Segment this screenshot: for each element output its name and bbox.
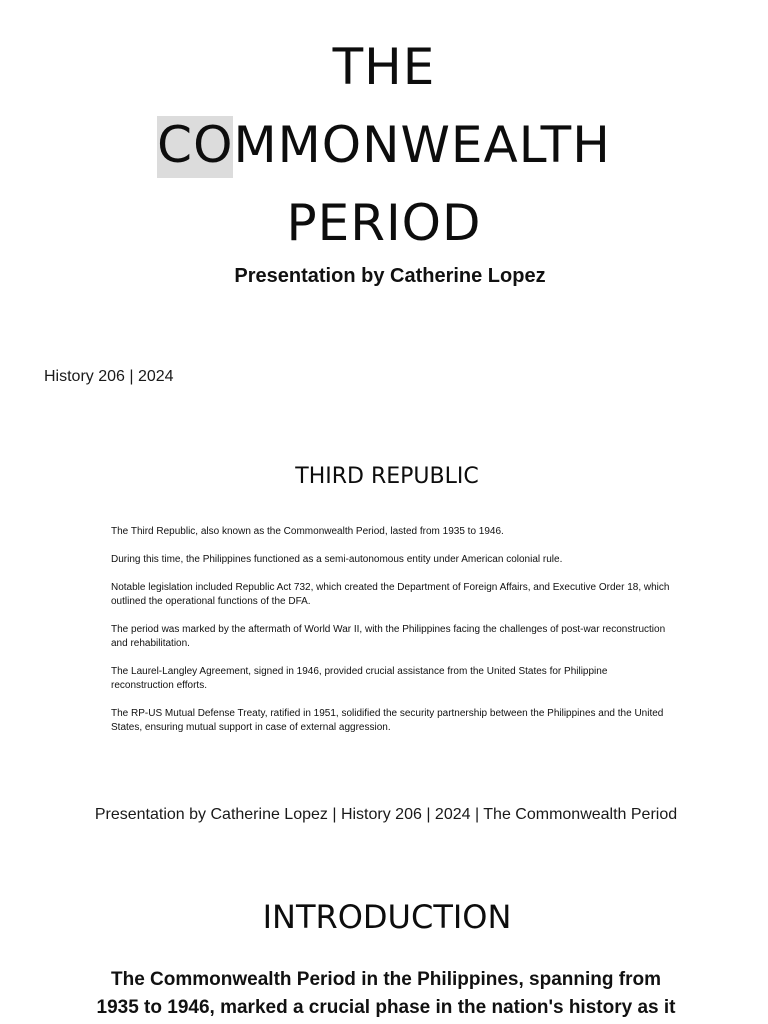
point-2: During this time, the Philippines functioned as a semi-autonomous entity under American colonial rule. [111, 554, 563, 565]
title-line-2-rest: MMONWEALTH [233, 116, 611, 174]
introduction-paragraph: The Commonwealth Period in the Philippines, spanning from 1935 to 1946, marked a crucial phase in the nation's history as it [96, 969, 676, 1018]
section-heading-introduction: INTRODUCTION [262, 898, 512, 936]
section-heading-third-republic: THIRD REPUBLIC [295, 464, 479, 489]
point-3: Notable legislation included Republic Act 732, which created the Department of Foreign Affairs, and Executive Order 18, which outlined the operational functions of the DFA. [111, 582, 670, 607]
course-date: History 206 | 2024 [44, 368, 174, 385]
point-6: The RP-US Mutual Defense Treaty, ratified in 1951, solidified the security partnership between the Philippines and the United States, ensuring mutual support in case of external aggression. [111, 708, 664, 733]
title-line-2 [0, 116, 768, 174]
point-1: The Third Republic, also known as the Commonwealth Period, lasted from 1935 to 1946. [111, 526, 504, 537]
presenter-subtitle: Presentation by Catherine Lopez [234, 265, 546, 287]
text-selection-highlight[interactable]: CO [157, 116, 233, 178]
title-line-1: THE [332, 38, 436, 96]
point-4: The period was marked by the aftermath of World War II, with the Philippines facing the challenges of post-war reconstruction and rehabilitation. [111, 624, 666, 649]
third-republic-points [111, 525, 671, 749]
point-5: The Laurel-Langley Agreement, signed in 1946, provided crucial assistance from the United States for Philippine reconstruction efforts. [111, 666, 608, 691]
slide-footer: Presentation by Catherine Lopez | History 206 | 2024 | The Commonwealth Period [94, 806, 678, 823]
title-line-3: PERIOD [286, 194, 482, 252]
